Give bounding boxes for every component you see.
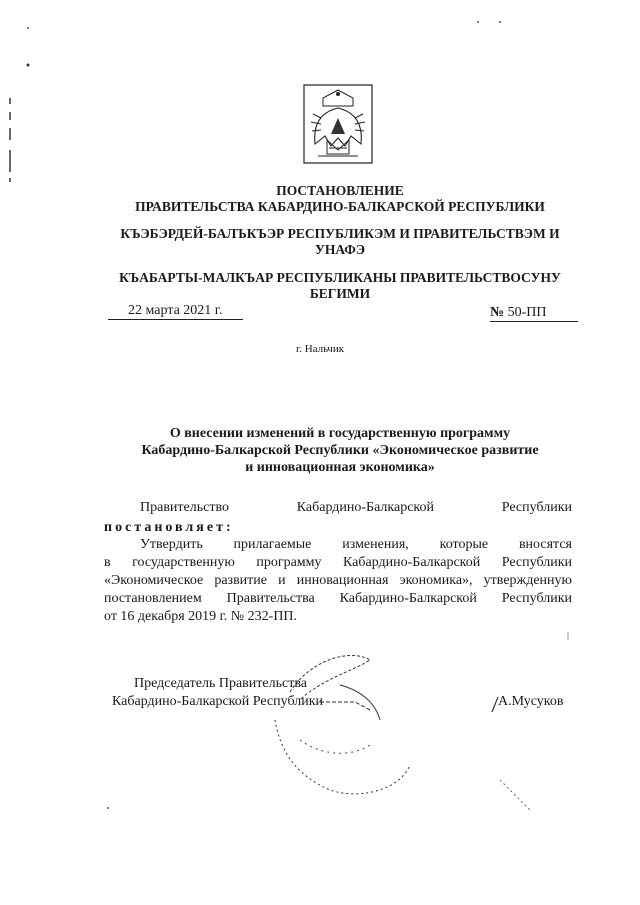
title-line: и инновационная экономика» bbox=[245, 460, 435, 475]
signatory-position-line-2: Кабардино-Балкарской Республики bbox=[112, 694, 323, 709]
header-balkar-line-2: БЕГИМИ bbox=[309, 286, 371, 301]
header-kabardian-line-2: УНАФЭ bbox=[314, 242, 366, 257]
handwritten-signature bbox=[260, 640, 560, 825]
coat-of-arms-emblem bbox=[303, 84, 373, 164]
title-line: О внесении изменений в государственную программу bbox=[169, 426, 511, 441]
body-line: в государственную программу Кабардино-Балкарской Республики bbox=[104, 555, 572, 570]
body-line: постановлением Правительства Кабардино-Балкарской Республики bbox=[104, 591, 572, 606]
header-kabardian-line: КЪЭБЭРДЕЙ-БАЛЪКЪЭР РЕСПУБЛИКЭМ И ПРАВИТЕЛЬСТВЭМ И bbox=[120, 226, 560, 241]
gov-word: Республики bbox=[501, 500, 572, 515]
document-number bbox=[490, 305, 578, 322]
city-name: г. Нальчик bbox=[295, 343, 345, 355]
header-government-line: ПРАВИТЕЛЬСТВА КАБАРДИНО-БАЛКАРСКОЙ РЕСПУБЛИКИ bbox=[135, 199, 545, 214]
gov-word: Правительство bbox=[140, 500, 229, 515]
resolution-body bbox=[104, 536, 572, 626]
decides-word: постановляет: bbox=[104, 520, 234, 535]
number-value: 50-ПП bbox=[507, 305, 547, 320]
signatory-position-line-1: Председатель Правительства bbox=[134, 676, 307, 691]
document-title bbox=[100, 425, 580, 476]
header-title-line: ПОСТАНОВЛЕНИЕ bbox=[276, 183, 404, 198]
government-line bbox=[140, 500, 572, 516]
body-line: Утвердить прилагаемые изменения, которые вносятся bbox=[140, 537, 572, 552]
title-line: Кабардино-Балкарской Республики «Экономическое развитие bbox=[141, 443, 539, 458]
body-line: «Экономическое развитие и инновационная экономика», утвержденную bbox=[104, 573, 572, 588]
number-symbol: № bbox=[490, 305, 505, 320]
gov-word: Кабардино-Балкарской bbox=[296, 500, 434, 515]
document-date: 22 марта 2021 г. bbox=[108, 303, 243, 320]
signatory-name: А.Мусуков bbox=[498, 694, 564, 709]
body-line: от 16 декабря 2019 г. № 232-ПП. bbox=[104, 609, 298, 624]
header-balkar-line: КЪАБАРТЫ-МАЛКЪАР РЕСПУБЛИКАНЫ ПРАВИТЕЛЬСТВОСУНУ bbox=[119, 270, 561, 285]
